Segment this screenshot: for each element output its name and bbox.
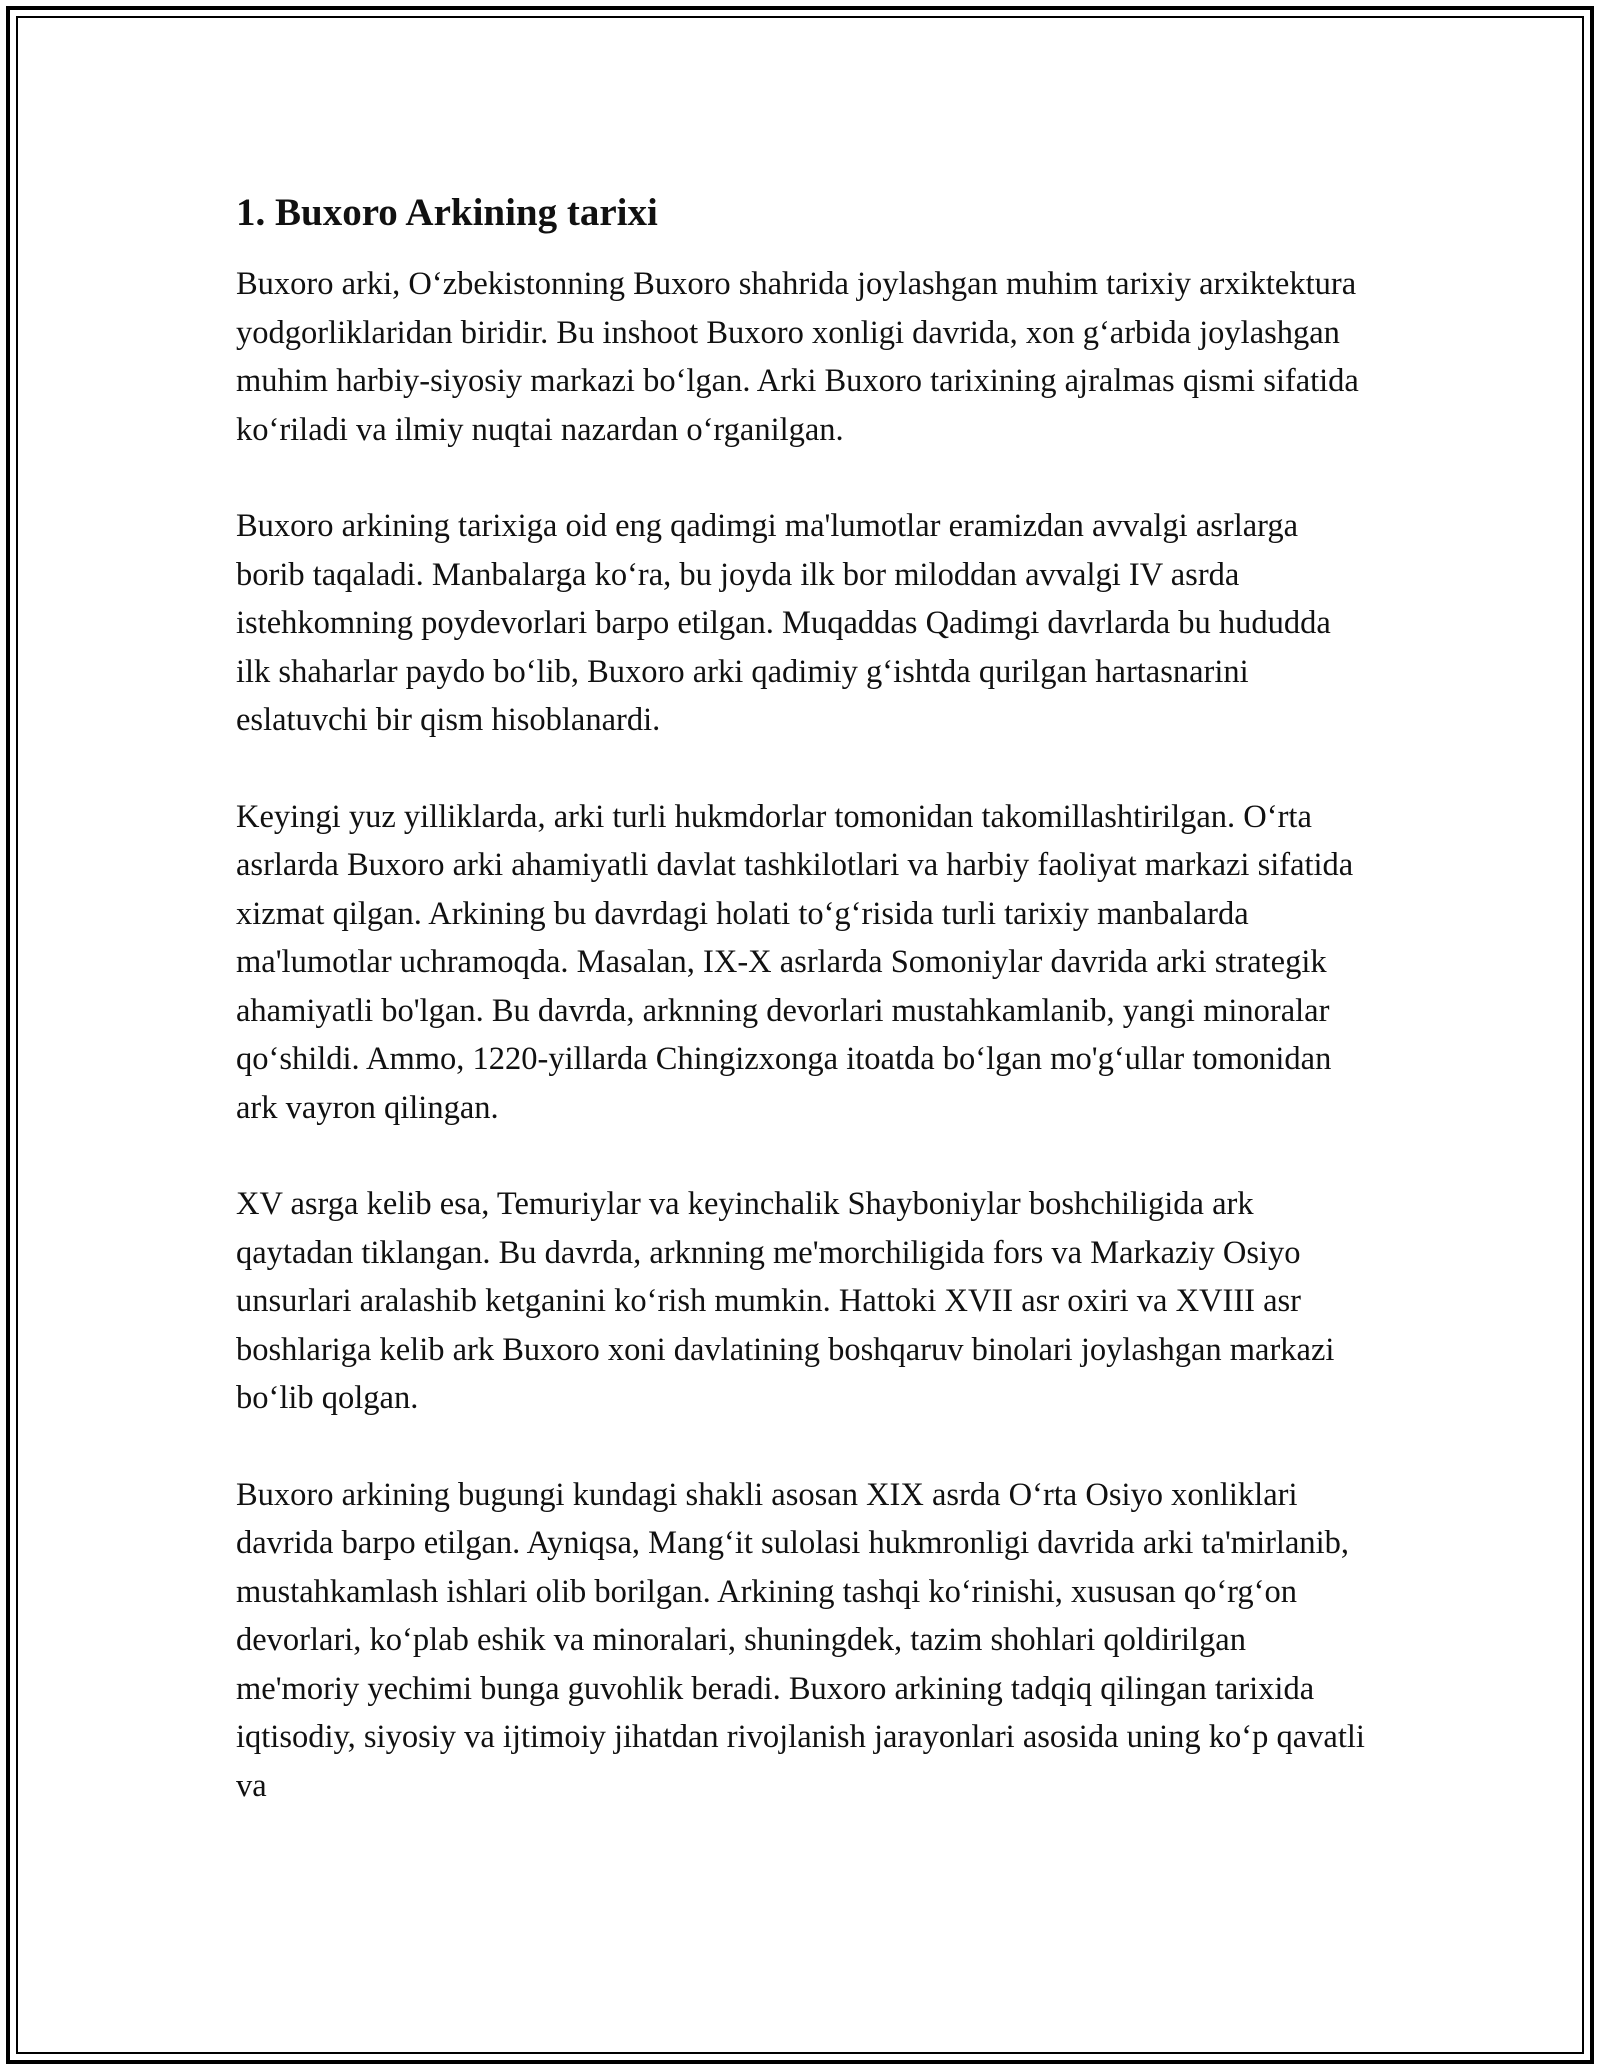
document-body [236, 186, 1366, 1858]
paragraph-1: Buxoro arki, O‘zbekistonning Buxoro shahrida joylashgan muhim tarixiy arxiktektura yodgorliklaridan biridir. Bu inshoot Buxoro xonligi davrida, xon g‘arbida joylashgan muhim harbiy-siyosiy markazi bo‘lgan. Arki Buxoro tarixining ajralmas qismi sifatida ko‘riladi va ilmiy nuqtai nazardan o‘rganilgan. [236, 266, 1359, 448]
paragraph-5: Buxoro arkining bugungi kundagi shakli asosan XIX asrda O‘rta Osiyo xonliklari davrida barpo etilgan. Ayniqsa, Mang‘it sulolasi hukmronligi davrida arki ta'mirlanib, mustahkamlash ishlari olib borilgan. Arkining tashqi ko‘rinishi, xususan qo‘rg‘on devorlari, ko‘plab eshik va minoralari, shuningdek, tazim shohlari qoldirilgan me'moriy yechimi bunga guvohlik beradi. Buxoro arkining tadqiq qilingan tarixida iqtisodiy, siyosiy va ijtimoiy jihatdan rivojlanish jarayonlari asosida uning ko‘p qavatli va [236, 1476, 1365, 1804]
section-heading: 1. Buxoro Arkining tarixi [236, 191, 658, 234]
paragraph-3: Keyingi yuz yilliklarda, arki turli hukmdorlar tomonidan takomillashtirilgan. O‘rta asrlarda Buxoro arki ahamiyatli davlat tashkilotlari va harbiy faoliyat markazi sifatida xizmat qilgan. Arkining bu davrdagi holati to‘g‘risida turli tarixiy manbalarda ma'lumotlar uchramoqda. Masalan, IX-X asrlarda Somoniylar davrida arki strategik ahamiyatli bo'lgan. Bu davrda, arknning devorlari mustahkamlanib, yangi minoralar qo‘shildi. Ammo, 1220-yillarda Chingizxonga itoatda bo‘lgan mo'g‘ullar tomonidan ark vayron qilingan. [236, 798, 1354, 1126]
paragraph-2: Buxoro arkining tarixiga oid eng qadimgi ma'lumotlar eramizdan avvalgi asrlarga borib taqaladi. Manbalarga ko‘ra, bu joyda ilk bor miloddan avvalgi IV asrda istehkomning poydevorlari barpo etilgan. Muqaddas Qadimgi davrlarda bu hududda ilk shaharlar paydo bo‘lib, Buxoro arki qadimiy g‘ishtda qurilgan hartasnarini eslatuvchi bir qism hisoblanardi. [236, 508, 1331, 738]
paragraph-4: XV asrga kelib esa, Temuriylar va keyinchalik Shayboniylar boshchiligida ark qaytadan tiklangan. Bu davrda, arknning me'morchiligida fors va Markaziy Osiyo unsurlari aralashib ketganini ko‘rish mumkin. Hattoki XVII asr oxiri va XVIII asr boshlariga kelib ark Buxoro xoni davlatining boshqaruv binolari joylashgan markazi bo‘lib qolgan. [236, 1186, 1335, 1416]
